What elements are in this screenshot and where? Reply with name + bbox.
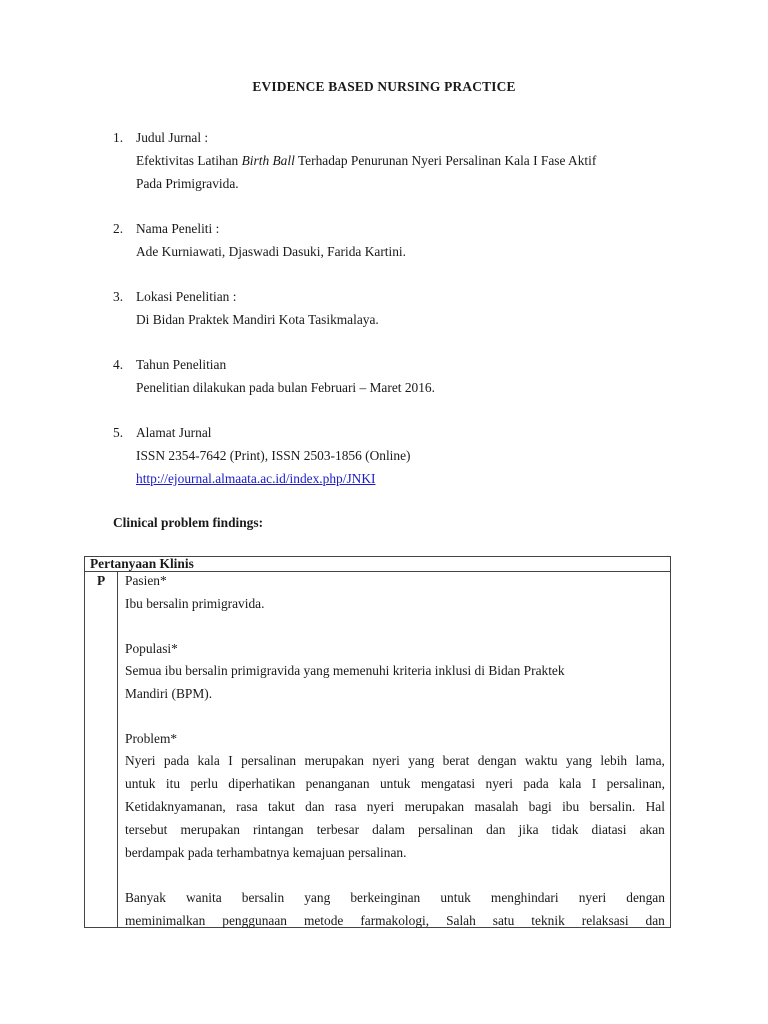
year-text: Penelitian dilakukan pada bulan Februari – Maret 2016.	[136, 380, 435, 395]
item-number: 2.	[113, 221, 124, 236]
issn-text: ISSN 2354-7642 (Print), ISSN 2503-1856 (Online)	[136, 448, 411, 463]
table-header-row	[85, 557, 670, 572]
journal-link[interactable]: http://ejournal.almaata.ac.id/index.php/JNKI	[136, 471, 376, 486]
problem-line: tersebut merupakan rintangan terbesar dalam persalinan dan jika tidak diatasi akan	[125, 822, 665, 837]
clinical-question-table	[84, 556, 671, 928]
document-title: EVIDENCE BASED NURSING PRACTICE	[252, 79, 516, 94]
pasien-text: Ibu bersalin primigravida.	[125, 596, 265, 611]
problem-line: Ketidaknyamanan, rasa takut dan rasa nyeri merupakan masalah bagi ibu bersalin. Hal	[125, 799, 665, 814]
populasi-line: Semua ibu bersalin primigravida yang memenuhi kriteria inklusi di Bidan Praktek	[125, 663, 565, 678]
journal-title-line-1: Efektivitas Latihan Birth Ball Terhadap Penurunan Nyeri Persalinan Kala I Fase Aktif	[136, 153, 597, 168]
item-number: 5.	[113, 425, 124, 440]
researchers-text: Ade Kurniawati, Djaswadi Dasuki, Farida Kartini.	[136, 244, 406, 259]
pico-letter: P	[97, 573, 106, 588]
populasi-label: Populasi*	[125, 641, 178, 656]
clinical-problem-heading: Clinical problem findings:	[113, 515, 264, 530]
problem-label: Problem*	[125, 731, 178, 746]
item-number: 1.	[113, 130, 124, 145]
problem-line: untuk itu perlu diperhatikan penanganan untuk mengatasi nyeri pada kala I persalinan,	[125, 776, 665, 791]
item-label: Lokasi Penelitian :	[136, 289, 237, 304]
location-text: Di Bidan Praktek Mandiri Kota Tasikmalaya.	[136, 312, 379, 327]
table-letter-cell	[85, 572, 118, 928]
banyak-line: meminimalkan penggunaan metode farmakologi, Salah satu teknik relaksasi dan	[125, 913, 665, 928]
table-header-label: Pertanyaan Klinis	[90, 556, 194, 571]
pasien-label: Pasien*	[125, 573, 167, 588]
item-label: Nama Peneliti :	[136, 221, 220, 236]
problem-line: berdampak pada terhambatnya kemajuan persalinan.	[125, 845, 407, 860]
problem-line: Nyeri pada kala I persalinan merupakan nyeri yang berat dengan waktu yang lebih lama,	[125, 753, 665, 768]
item-label: Judul Jurnal :	[136, 130, 209, 145]
item-number: 3.	[113, 289, 124, 304]
populasi-line: Mandiri (BPM).	[125, 686, 213, 701]
item-label: Tahun Penelitian	[136, 357, 227, 372]
banyak-line: Banyak wanita bersalin yang berkeinginan untuk menghindari nyeri dengan	[125, 890, 665, 905]
item-number: 4.	[113, 357, 124, 372]
journal-title-line-2: Pada Primigravida.	[136, 176, 239, 191]
item-label: Alamat Jurnal	[136, 425, 212, 440]
